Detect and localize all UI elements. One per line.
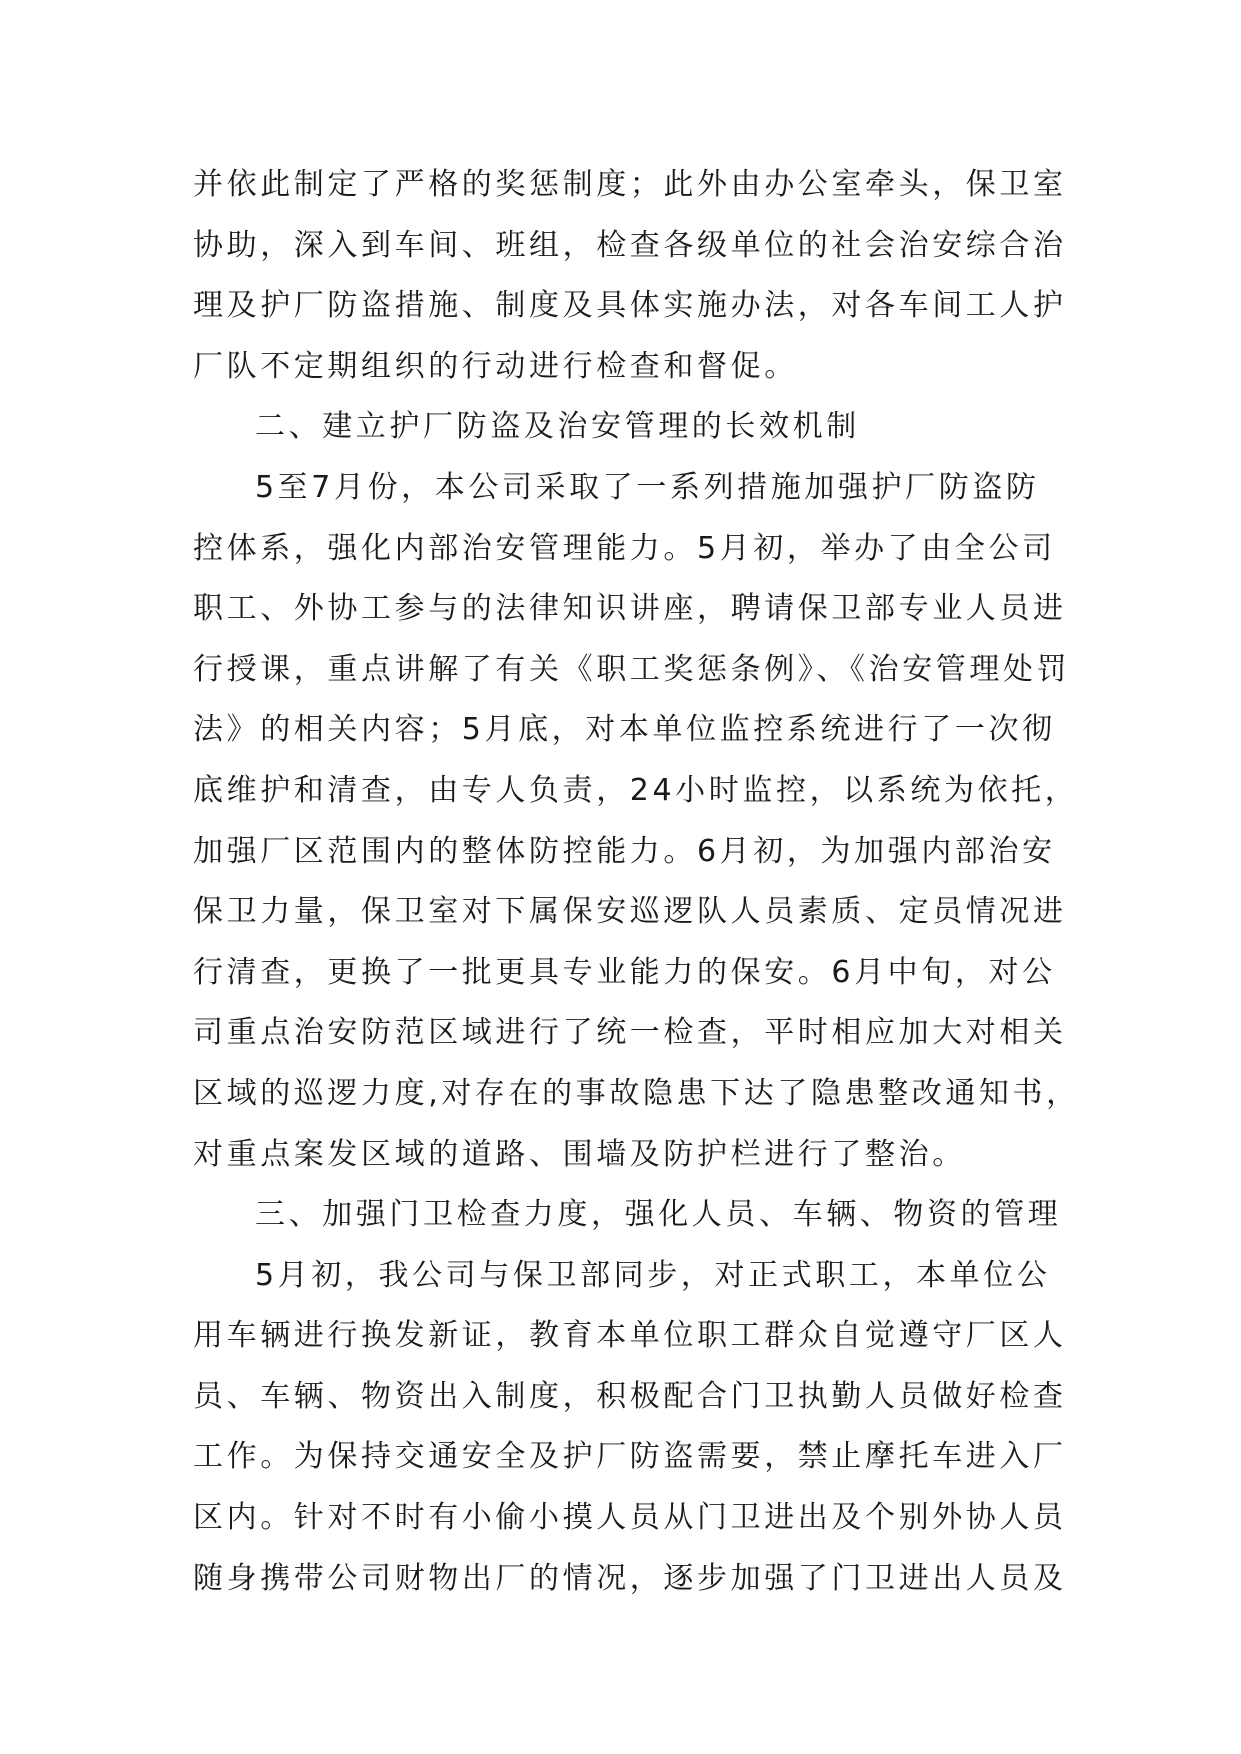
paragraph-first-line: 三、加强门卫检查力度，强化人员、车辆、物资的管理 (255, 1197, 1062, 1233)
text-line: 协助，深入到车间、班组，检查各级单位的社会治安综合治 (193, 227, 1067, 263)
text-line: 职工、外协工参与的法律知识讲座，聘请保卫部专业人员进 (193, 591, 1067, 627)
paragraph-first-line: 二、建立护厂防盗及治安管理的长效机制 (255, 409, 860, 445)
text-line: 司重点治安防范区域进行了统一检查，平时相应加大对相关 (193, 1015, 1067, 1051)
text-line: 理及护厂防盗措施、制度及具体实施办法，对各车间工人护 (193, 288, 1067, 324)
paragraph-first-line: 5月初，我公司与保卫部同步，对正式职工，本单位公 (255, 1257, 1051, 1293)
text-line: 员、车辆、物资出入制度，积极配合门卫执勤人员做好检查 (193, 1378, 1067, 1414)
text-line: 工作。为保持交通安全及护厂防盗需要，禁止摩托车进入厂 (193, 1439, 1067, 1475)
document-body (193, 155, 1080, 1609)
text-line: 区内。针对不时有小偷小摸人员从门卫进出及个别外协人员 (193, 1500, 1067, 1536)
text-line: 法》的相关内容；5月底，对本单位监控系统进行了一次彻 (193, 712, 1056, 748)
paragraph-first-line: 5至7月份，本公司采取了一系列措施加强护厂防盗防 (255, 469, 1040, 505)
text-line: 底维护和清查，由专人负责，24小时监控，以系统为依托， (193, 772, 1079, 808)
text-line: 行授课，重点讲解了有关《职工奖惩条例》、《治安管理处罚 (193, 651, 1071, 687)
text-line: 厂队不定期组织的行动进行检查和督促。 (193, 348, 798, 384)
text-line: 随身携带公司财物出厂的情况，逐步加强了门卫进出人员及 (193, 1560, 1067, 1596)
text-line: 保卫力量，保卫室对下属保安巡逻队人员素质、定员情况进 (193, 894, 1067, 930)
text-line: 对重点案发区域的道路、围墙及防护栏进行了整治。 (193, 1136, 966, 1172)
text-line: 并依此制定了严格的奖惩制度；此外由办公室牵头，保卫室 (193, 167, 1067, 202)
text-line: 行清查，更换了一批更具专业能力的保安。6月中旬，对公 (193, 954, 1056, 990)
text-line: 用车辆进行换发新证，教育本单位职工群众自觉遵守厂区人 (193, 1318, 1067, 1354)
text-line: 加强厂区范围内的整体防控能力。6月初，为加强内部治安 (193, 833, 1056, 869)
text-line: 区域的巡逻力度,对存在的事故隐患下达了隐患整改通知书， (193, 1075, 1080, 1111)
text-line: 控体系，强化内部治安管理能力。5月初，举办了由全公司 (193, 530, 1056, 566)
